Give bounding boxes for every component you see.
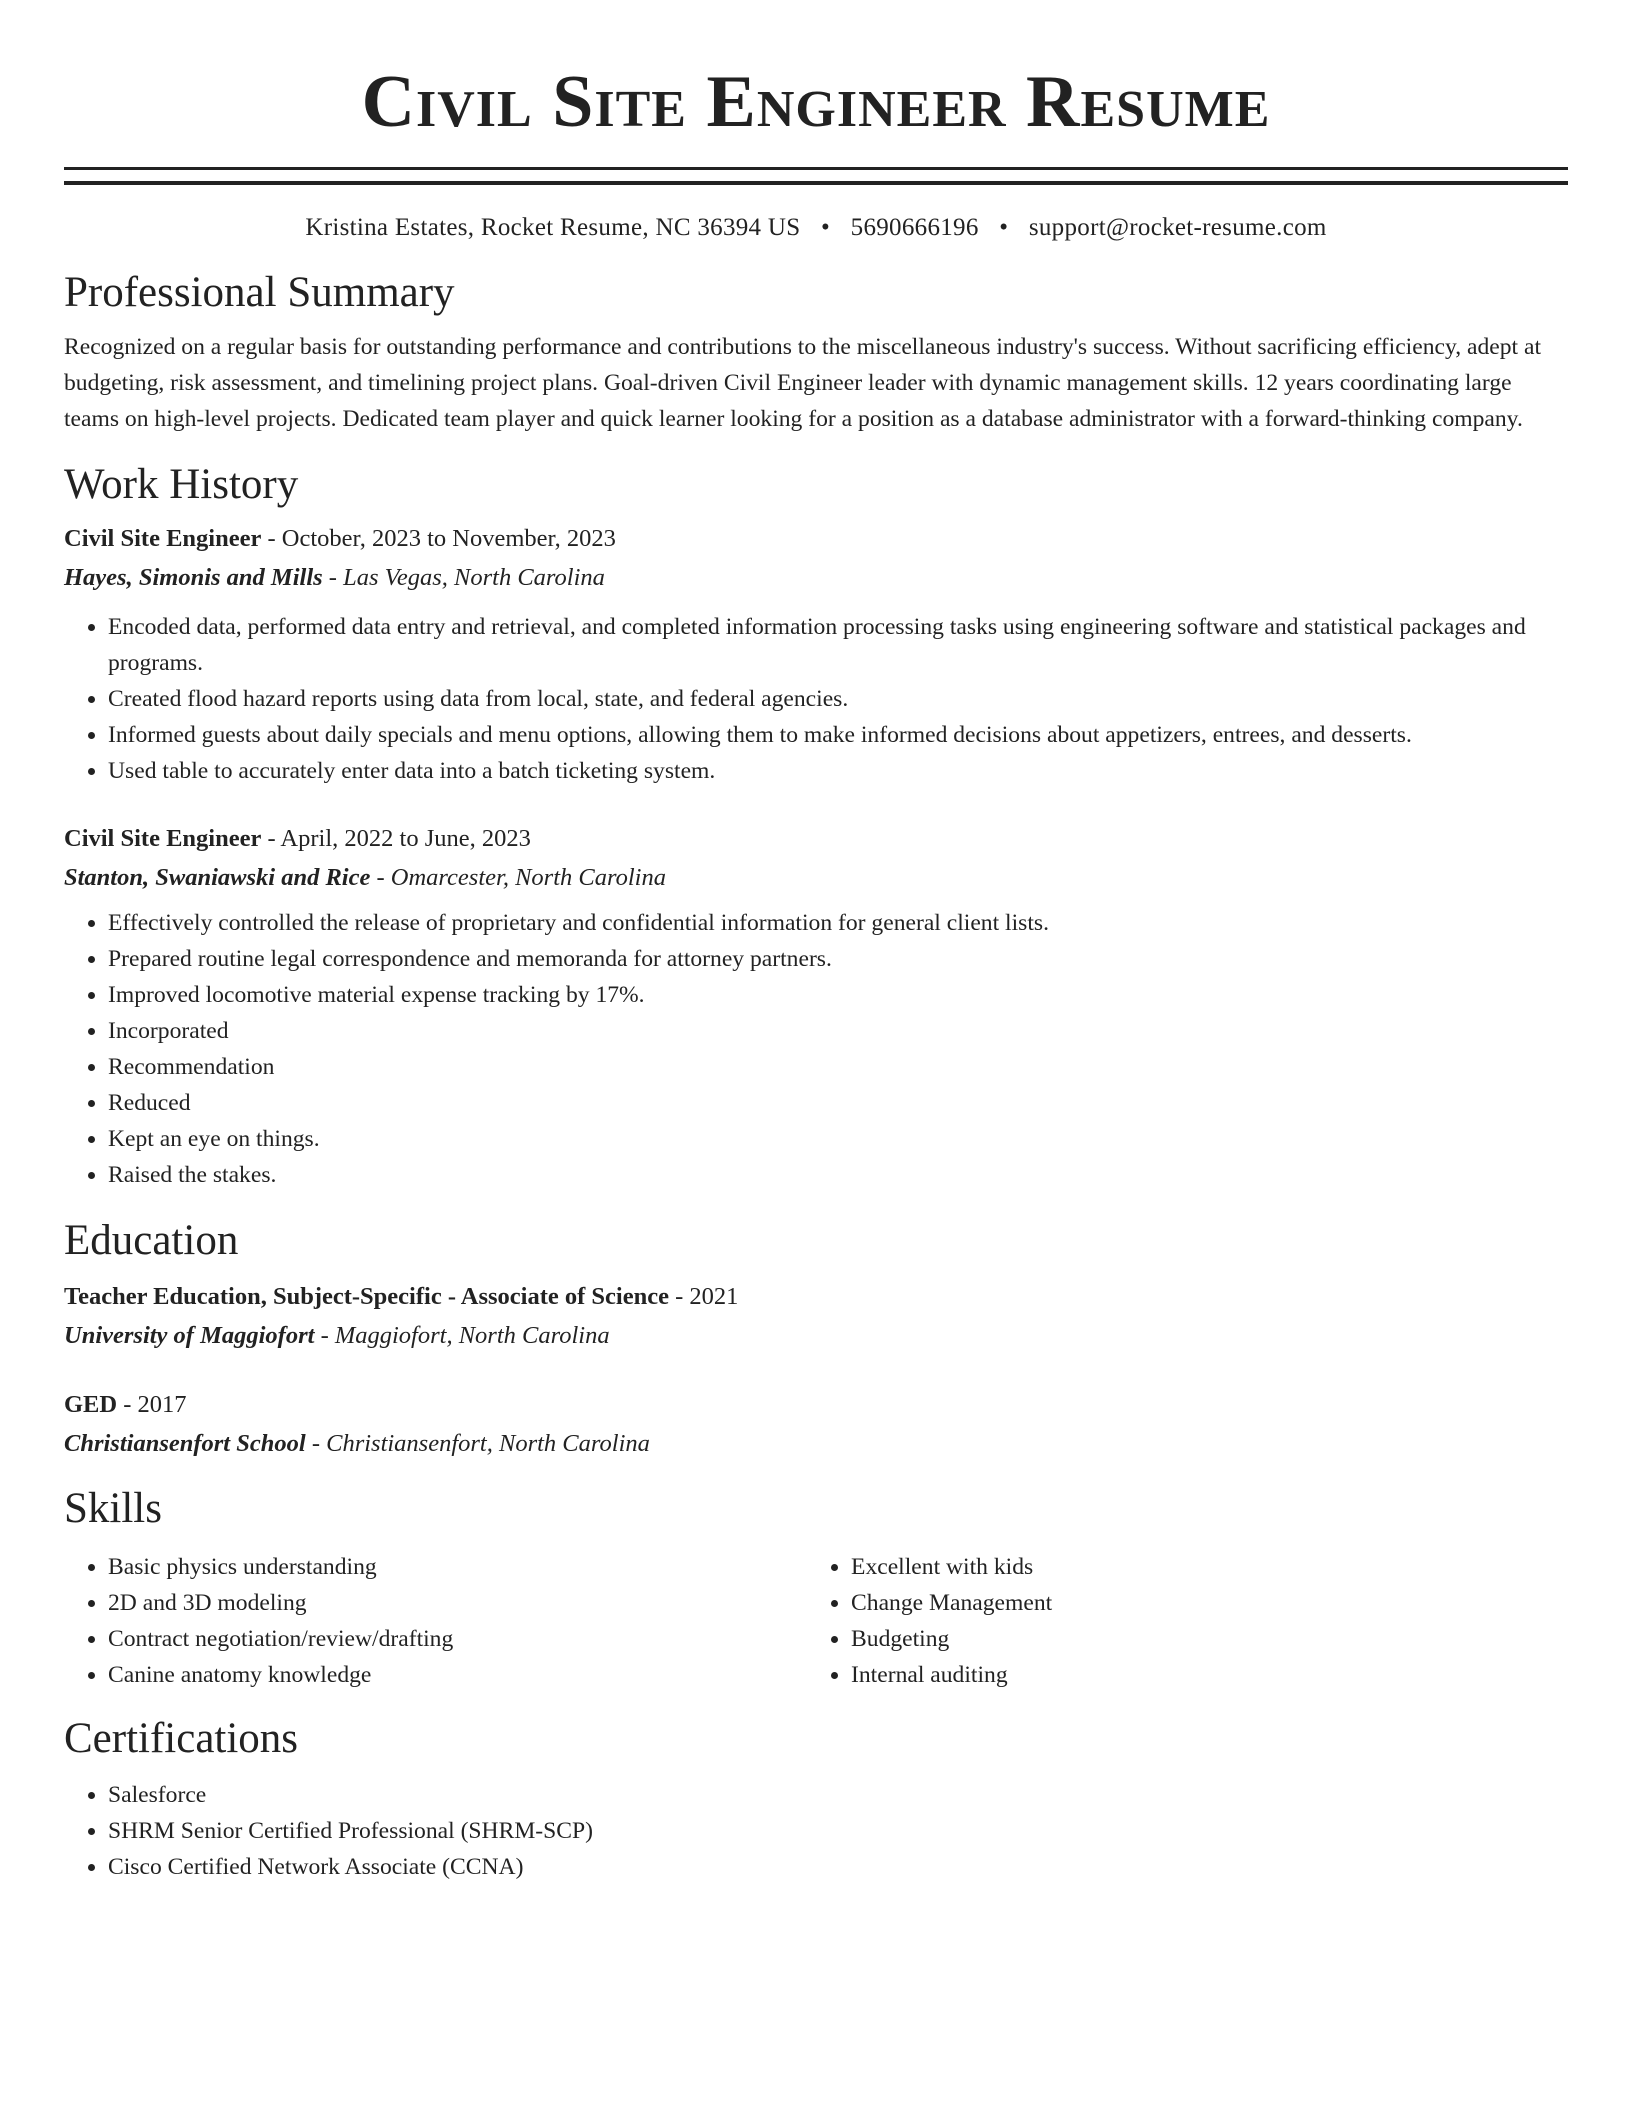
job-dates: - October, 2023 to November, 2023 — [261, 525, 616, 552]
list-item: • Budgeting — [851, 1621, 1568, 1657]
job-company-line — [64, 558, 1568, 597]
education-school: Christiansenfort School — [64, 1430, 306, 1457]
list-item: • Internal auditing — [851, 1657, 1568, 1693]
list-item: • Incorporated — [108, 1013, 1568, 1049]
education-degree: GED — [64, 1391, 118, 1418]
education-entry — [64, 1277, 1568, 1355]
list-item: • Salesforce — [108, 1777, 1568, 1813]
list-item: • SHRM Senior Certified Professional (SHRM-SCP) — [108, 1813, 1568, 1849]
certifications-list — [64, 1777, 1568, 1885]
job-role: Civil Site Engineer — [64, 825, 262, 852]
list-item: • Reduced — [108, 1085, 1568, 1121]
list-item: • Cisco Certified Network Associate (CCNA) — [108, 1849, 1568, 1885]
job-location: - Omarcester, North Carolina — [370, 864, 666, 891]
section-heading-summary: Professional Summary — [64, 269, 455, 316]
education-entry — [64, 1385, 1568, 1463]
job-title-line — [64, 519, 1568, 558]
job-company-line — [64, 858, 1568, 897]
education-school-line — [64, 1316, 1568, 1355]
list-item: • Improved locomotive material expense tracking by 17%. — [108, 977, 1568, 1013]
list-item: • 2D and 3D modeling — [108, 1585, 807, 1621]
skills-list-right — [807, 1549, 1568, 1693]
list-item: • Excellent with kids — [851, 1549, 1568, 1585]
education-year: - 2017 — [117, 1391, 187, 1418]
list-item: • Recommendation — [108, 1049, 1568, 1085]
contact-email: support@rocket-resume.com — [1028, 214, 1327, 241]
list-item: • Encoded data, performed data entry and retrieval, and completed information processing tasks using engineering software and statistical packages and programs. — [108, 609, 1568, 681]
education-degree-line — [64, 1277, 1568, 1316]
list-item: • Used table to accurately enter data into a batch ticketing system. — [108, 753, 1568, 789]
job-bullets — [64, 609, 1568, 789]
job-bullets — [64, 905, 1568, 1193]
list-item: • Basic physics understanding — [108, 1549, 807, 1585]
contact-phone: 5690666196 — [850, 214, 979, 241]
job-dates: - April, 2022 to June, 2023 — [261, 825, 531, 852]
list-item: • Canine anatomy knowledge — [108, 1657, 807, 1693]
skills-section — [64, 1483, 1568, 1693]
section-heading-work-history: Work History — [64, 461, 299, 508]
education-school-line — [64, 1424, 1568, 1463]
education-degree-line — [64, 1385, 1568, 1424]
contact-separator: • — [999, 214, 1009, 241]
summary-text: Recognized on a regular basis for outstanding performance and contributions to the miscellaneous industry's success. Without sacrificing efficiency, adept at budgeting, risk assessment, and timelining project plans. Goal-driven Civil Engineer leader with dynamic management skills. 12 years coordinating large teams on high-level projects. Dedicated team player and quick learner looking for a position as a database administrator with a forward-thinking company. — [64, 334, 1542, 432]
education-school: University of Maggiofort — [64, 1322, 315, 1349]
skills-columns — [64, 1549, 1568, 1693]
job-title-line — [64, 819, 1568, 858]
job-entry — [64, 819, 1568, 1193]
contact-line — [64, 211, 1568, 245]
job-company: Stanton, Swaniawski and Rice — [64, 864, 371, 891]
summary-section — [64, 267, 1568, 437]
certifications-section — [64, 1713, 1568, 1885]
work-history-section — [64, 459, 1568, 1193]
title-double-rule — [64, 167, 1568, 185]
job-entry — [64, 519, 1568, 789]
education-degree: Teacher Education, Subject-Specific - Associate of Science — [64, 1283, 669, 1310]
section-heading-certifications: Certifications — [64, 1715, 299, 1762]
list-item: • Prepared routine legal correspondence and memoranda for attorney partners. — [108, 941, 1568, 977]
contact-address: Kristina Estates, Rocket Resume, NC 36394 US — [305, 214, 801, 241]
education-location: - Maggiofort, North Carolina — [314, 1322, 610, 1349]
education-location: - Christiansenfort, North Carolina — [305, 1430, 650, 1457]
list-item: • Created flood hazard reports using data from local, state, and federal agencies. — [108, 681, 1568, 717]
list-item: • Contract negotiation/review/drafting — [108, 1621, 807, 1657]
list-item: • Raised the stakes. — [108, 1157, 1568, 1193]
list-item: • Effectively controlled the release of proprietary and confidential information for general client lists. — [108, 905, 1568, 941]
education-section — [64, 1215, 1568, 1463]
section-heading-education: Education — [64, 1217, 239, 1264]
job-role: Civil Site Engineer — [64, 525, 262, 552]
list-item: • Informed guests about daily specials and menu options, allowing them to make informed decisions about appetizers, entrees, and desserts. — [108, 717, 1568, 753]
skills-list-left — [64, 1549, 807, 1693]
list-item: • Change Management — [851, 1585, 1568, 1621]
resume-title: Civil Site Engineer Resume — [361, 61, 1271, 143]
contact-separator: • — [821, 214, 831, 241]
section-heading-skills: Skills — [64, 1485, 162, 1532]
job-company: Hayes, Simonis and Mills — [64, 564, 323, 591]
job-location: - Las Vegas, North Carolina — [322, 564, 605, 591]
education-year: - 2021 — [668, 1283, 739, 1310]
list-item: • Kept an eye on things. — [108, 1121, 1568, 1157]
